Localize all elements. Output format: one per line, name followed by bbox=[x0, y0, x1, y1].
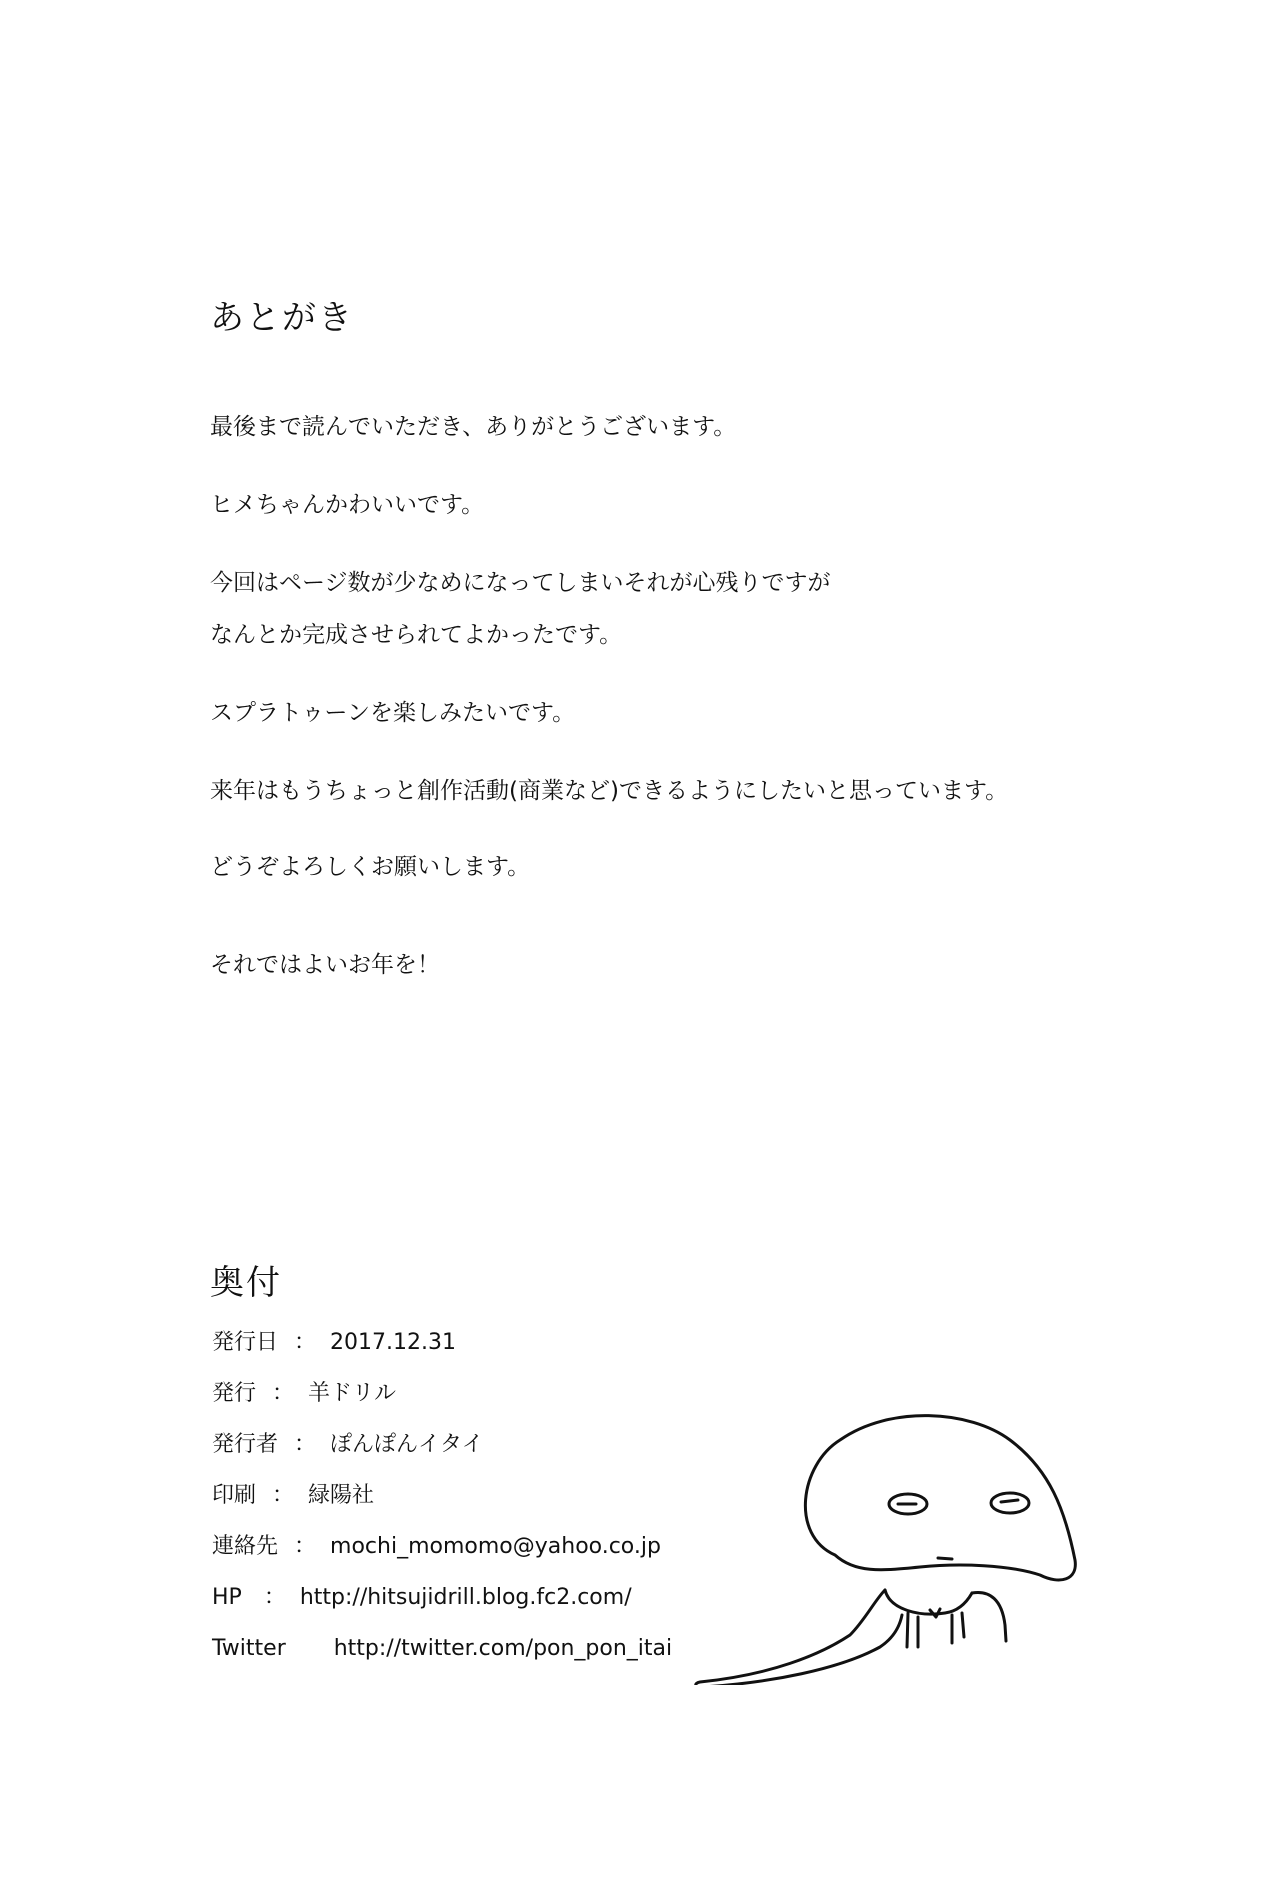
colophon-value: ぽんぽんイタイ bbox=[330, 1432, 484, 1457]
afterword-paragraph: なんとか完成させられてよかったです。 bbox=[210, 622, 623, 648]
colophon-key: Twitter bbox=[212, 1636, 286, 1661]
colophon-key: 印刷 bbox=[212, 1483, 257, 1508]
mascot-leg-1 bbox=[907, 1613, 908, 1647]
colophon-row-printer bbox=[212, 1481, 374, 1511]
afterword-paragraph: どうぞよろしくお願いします。 bbox=[210, 854, 531, 880]
mascot-tail bbox=[696, 1590, 902, 1685]
mascot-arm bbox=[972, 1592, 1006, 1641]
homepage-link[interactable]: http://hitsujidrill.blog.fc2.com/ bbox=[299, 1585, 632, 1610]
colophon-separator: ： bbox=[272, 1381, 295, 1406]
twitter-link[interactable]: http://twitter.com/pon_pon_itai bbox=[333, 1636, 673, 1661]
colophon-separator: ： bbox=[294, 1330, 317, 1355]
colophon-value: 羊ドリル bbox=[308, 1381, 397, 1406]
mascot-eye-right-line bbox=[1001, 1500, 1018, 1502]
colophon-key: 発行者 bbox=[212, 1432, 279, 1457]
colophon-key: 発行 bbox=[212, 1381, 257, 1406]
colophon-separator: ： bbox=[294, 1534, 317, 1559]
colophon-row-twitter bbox=[212, 1634, 672, 1664]
colophon-separator: ： bbox=[294, 1432, 317, 1457]
afterword-paragraph: それではよいお年を！ bbox=[210, 952, 440, 978]
mascot-illustration bbox=[690, 1385, 1170, 1685]
afterword-paragraph: 今回はページ数が少なめになってしまいそれが心残りですが bbox=[210, 570, 831, 596]
afterword-title: あとがき bbox=[210, 298, 354, 338]
colophon-row-publish-date bbox=[212, 1328, 456, 1358]
mascot-leg-4 bbox=[962, 1613, 964, 1637]
colophon-row-issuer bbox=[212, 1430, 484, 1460]
colophon-row-contact bbox=[212, 1532, 661, 1562]
colophon-key: 発行日 bbox=[212, 1330, 279, 1355]
afterword-paragraph: ヒメちゃんかわいいです。 bbox=[210, 492, 485, 518]
colophon-value: 2017.12.31 bbox=[330, 1330, 456, 1355]
colophon-row-homepage bbox=[212, 1583, 632, 1613]
colophon-value: 緑陽社 bbox=[308, 1483, 375, 1508]
mascot-collar bbox=[885, 1590, 972, 1614]
colophon-separator: ： bbox=[263, 1585, 286, 1610]
colophon-row-publisher bbox=[212, 1379, 396, 1409]
mascot-head-outline bbox=[805, 1416, 1075, 1580]
colophon-key: 連絡先 bbox=[212, 1534, 279, 1559]
colophon-key: HP bbox=[212, 1585, 242, 1610]
contact-email-link[interactable]: mochi_momomo@yahoo.co.jp bbox=[330, 1534, 661, 1559]
afterword-paragraph: 来年はもうちょっと創作活動(商業など)できるようにしたいと思っています。 bbox=[210, 778, 1009, 804]
afterword-paragraph: スプラトゥーンを楽しみたいです。 bbox=[210, 700, 576, 726]
afterword-paragraph: 最後まで読んでいただき、ありがとうございます。 bbox=[210, 414, 737, 440]
mascot-mouth bbox=[938, 1558, 952, 1559]
colophon-separator: ： bbox=[272, 1483, 295, 1508]
colophon-title: 奥付 bbox=[210, 1263, 282, 1303]
mascot-eye-right bbox=[991, 1493, 1029, 1513]
